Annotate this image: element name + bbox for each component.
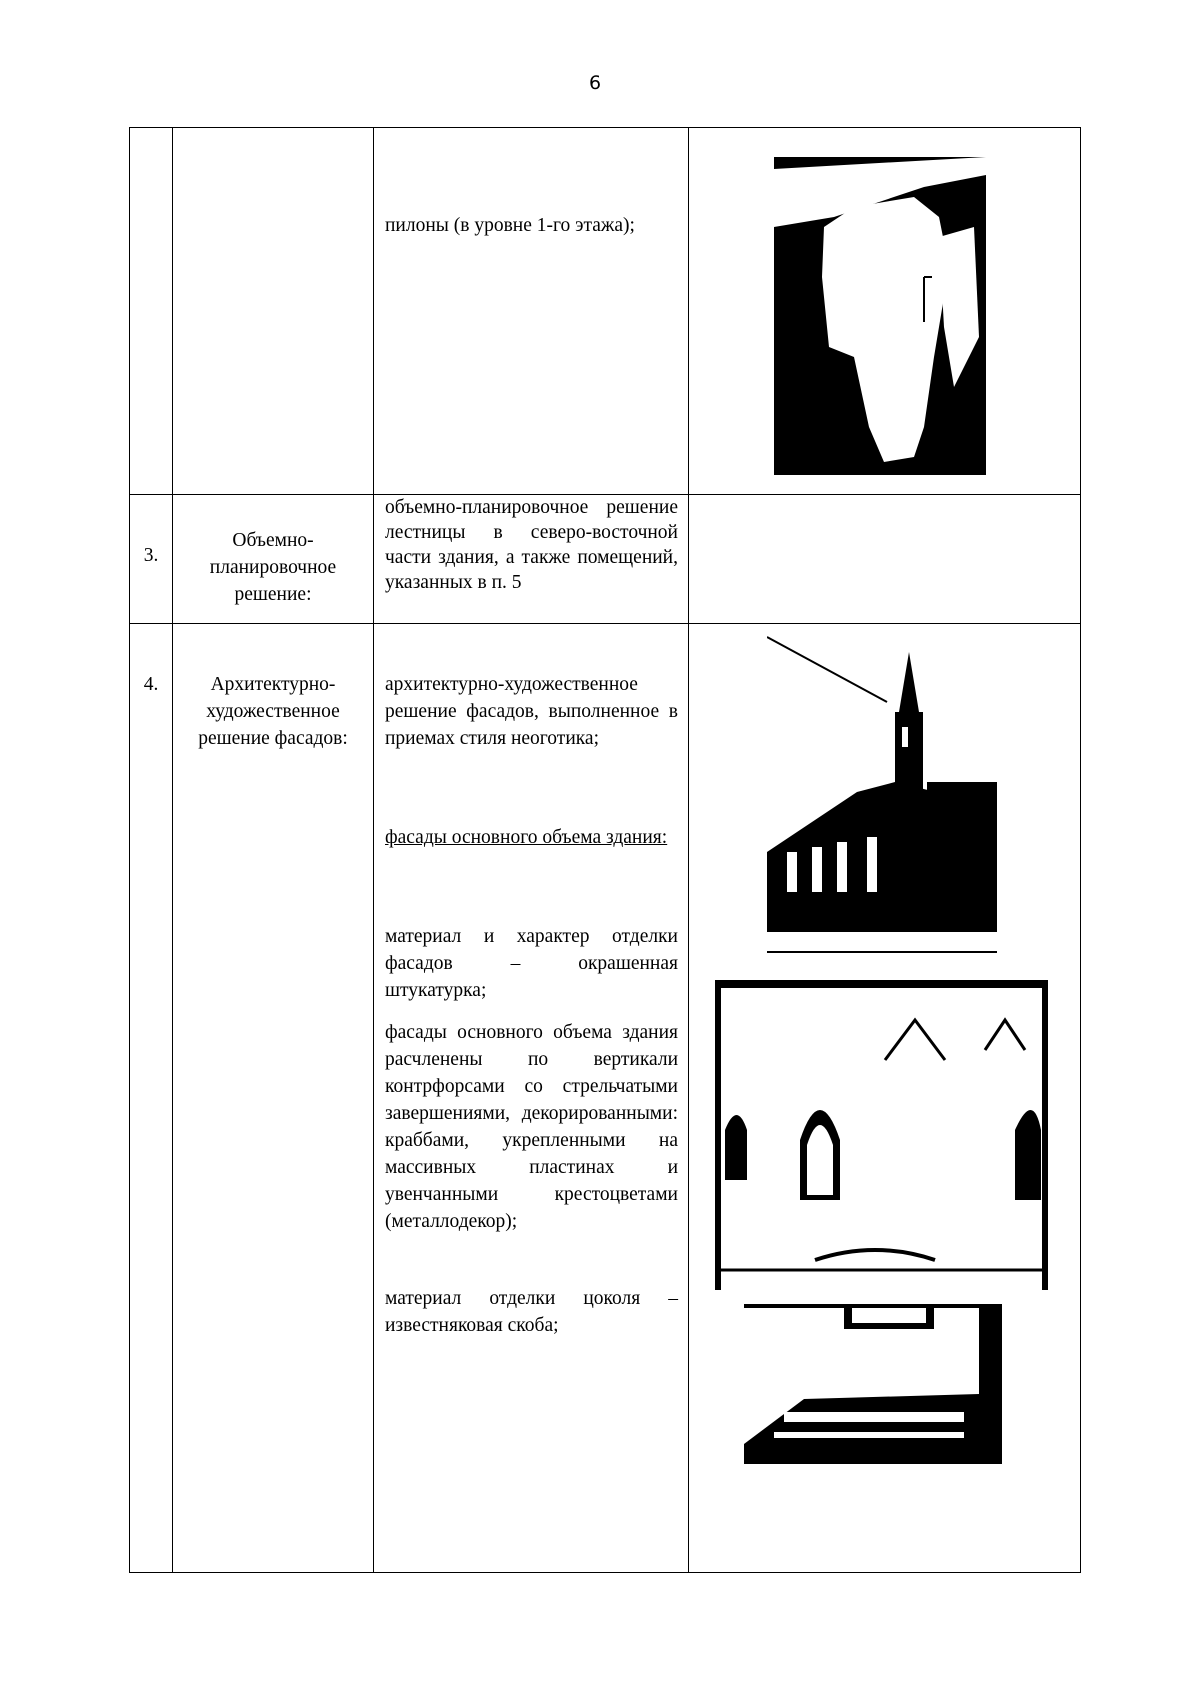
row-name-line: планировочное: [209, 557, 337, 578]
row-name-cell: [173, 128, 374, 495]
table-row: [130, 495, 1081, 624]
row-name-line: решение:: [234, 584, 312, 605]
description-item: материал и характер отделки фасадов – окрашенная штукатурка;: [385, 926, 678, 1001]
description-item: пилоны (в уровне 1-го этажа);: [385, 215, 635, 236]
table-row: [130, 128, 1081, 495]
protection-table: [129, 127, 1081, 1573]
description-item: материал отделки цоколя – известняковая скоба;: [385, 1288, 678, 1336]
row-name-line: Архитектурно-: [210, 674, 336, 695]
row-number: 3.: [143, 545, 159, 566]
pylon-photo: [774, 157, 986, 475]
church-facade-photo: [767, 632, 997, 962]
gothic-windows-photo: [715, 980, 1048, 1290]
row-number-cell: [130, 128, 173, 495]
plinth-photo: [744, 1304, 1002, 1496]
row-name-line: решение фасадов:: [198, 728, 348, 749]
row-photo-cell: [689, 128, 1081, 495]
row-name-cell: [173, 495, 374, 624]
description-item: фасады основного объема здания расчленены по вертикали контрфорсами со стрельчатыми завершениями, декорированными: краббами, укрепленными на массивных пластинах и увенчанными крестоцветами (металлодекор);: [385, 1022, 678, 1232]
row-description-cell: [374, 495, 689, 624]
row-name-line: Объемно-: [232, 530, 314, 551]
row-number: 4.: [143, 674, 159, 695]
row-number-cell: [130, 624, 173, 1573]
row-description-cell: [374, 624, 689, 1573]
row-photo-cell: [689, 624, 1081, 1573]
row-description-cell: [374, 128, 689, 495]
row-photo-cell: [689, 495, 1081, 624]
row-name-line: художественное: [206, 701, 340, 722]
row-name-cell: [173, 624, 374, 1573]
description-item: объемно-планировочное решение лестницы в северо-восточной части здания, а также помещений, указанных в п. 5: [385, 497, 678, 593]
row-number-cell: [130, 495, 173, 624]
table-row: [130, 624, 1081, 1573]
description-item: архитектурно-художественное решение фасадов, выполненное в приемах стиля неоготика;: [385, 674, 678, 749]
description-subheading: фасады основного объема здания:: [385, 827, 668, 848]
page-number: 6: [588, 72, 602, 94]
